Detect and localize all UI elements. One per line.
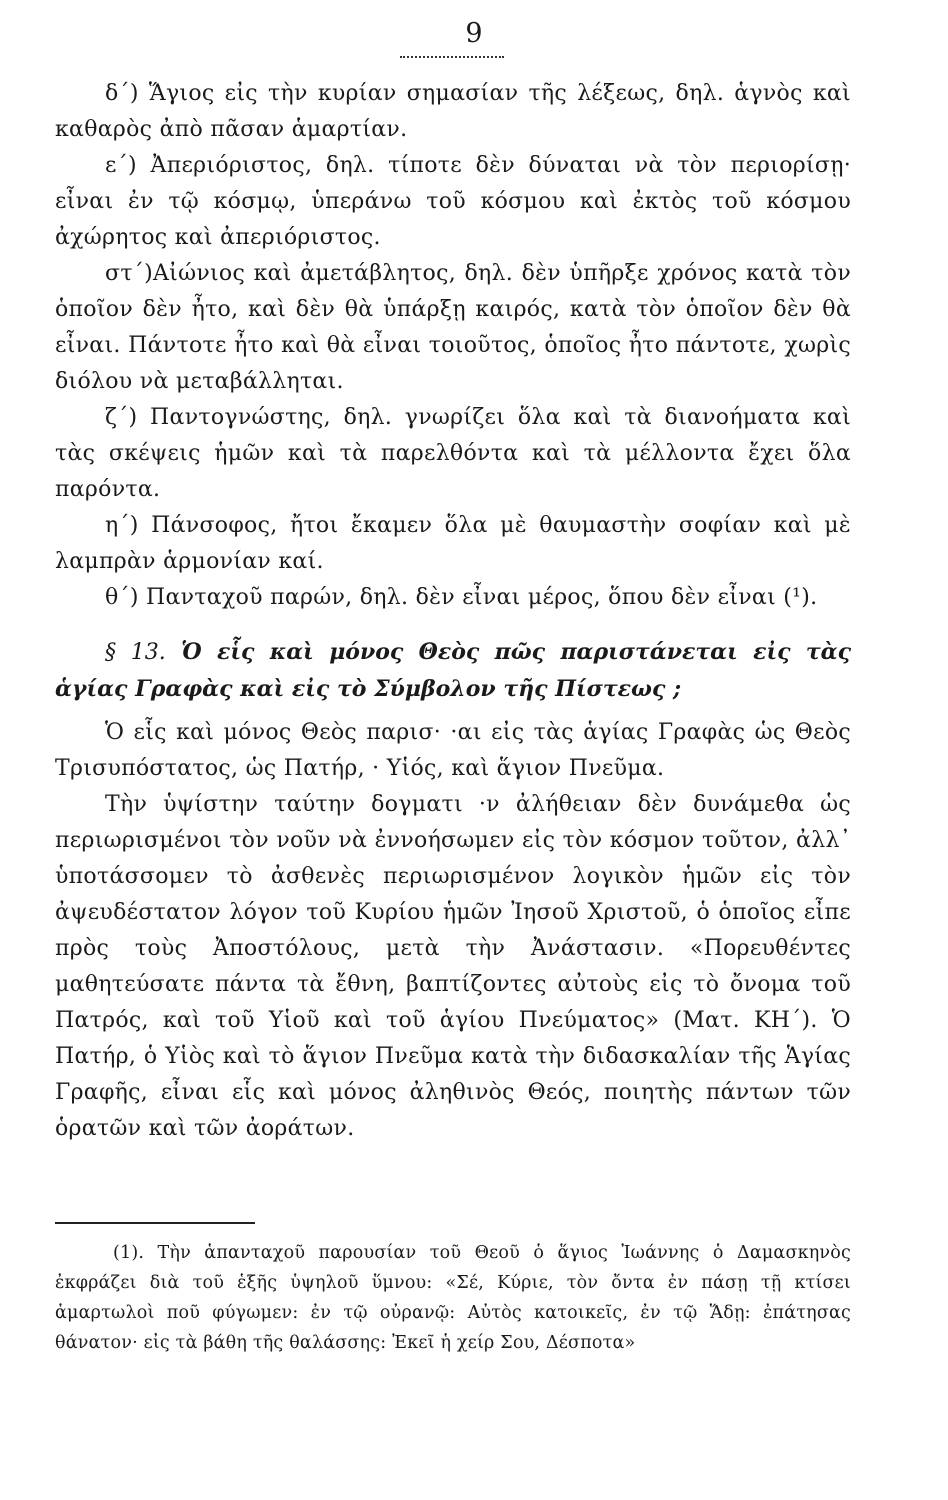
paragraph-stigma: στ΄)Αἰώνιος καὶ ἀμετάβλητος, δηλ. δὲν ὑπῆρξε χρόνος κατὰ τὸν ὁποῖον δὲν ἦτο, καὶ δὲν θὰ ὑπάρξῃ καιρός, κατὰ τὸν ὁποῖον δὲν θὰ εἶναι. Πάντοτε ἦτο καὶ θὰ εἶναι τοιοῦτος, ὁποῖος ἦτο πάντοτε, χωρὶς διόλου νὰ μεταβάλληται. — [55, 261, 851, 394]
footnotes — [55, 1238, 851, 1358]
spacer — [55, 707, 851, 715]
section-paragraph-2: Τὴν ὑψίστην ταύτην δογματι ·ν ἀλήθειαν δὲν δυνάμεθα ὡς περιωρισμένοι τὸν νοῦν νὰ ἐννοήσωμεν εἰς τὸν κόσμον τοῦτον, ἀλλ᾽ ὑποτάσσομεν τὸ ἀσθενὲς περιωρισμένον λογικὸν ἡμῶν εἰς τὸν ἀψευδέστατον λόγον τοῦ Κυρίου ἡμῶν Ἰησοῦ Χριστοῦ, ὁ ὁποῖος εἶπε πρὸς τοὺς Ἀποστόλους, μετὰ τὴν Ἀνάστασιν. «Πορευθέντες μαθητεύσατε πάντα τὰ ἔθνη, βαπτίζοντες αὐτοὺς εἰς τὸ ὄνομα τοῦ Πατρός, καὶ τοῦ Υἱοῦ καὶ τοῦ ἁγίου Πνεύματος» (Ματ. ΚΗ΄). Ὁ Πατήρ, ὁ Υἱὸς καὶ τὸ ἅγιον Πνεῦμα κατὰ τὴν διδασκαλίαν τῆς Ἁγίας Γραφῆς, εἶναι εἷς καὶ μόνος ἀληθινὸς Θεός, ποιητὴς πάντων τῶν ὁρατῶν καὶ τῶν ἀοράτων. — [55, 792, 851, 1141]
footnote-rule — [55, 1222, 255, 1224]
section-paragraph-1: Ὁ εἷς καὶ μόνος Θεὸς παρισ· ·αι εἰς τὰς ἁγίας Γραφὰς ὡς Θεὸς Τρισυπόστατος, ὡς Πατήρ, · Υἱός, καὶ ἅγιον Πνεῦμα. — [55, 720, 851, 781]
section-heading — [55, 634, 851, 707]
paragraph-zeta: ζ΄) Παντογνώστης, δηλ. γνωρίζει ὅλα καὶ τὰ διανοήματα καὶ τὰς σκέψεις ἡμῶν καὶ τὰ παρελθόντα καὶ τὰ μέλλοντα ἔχει ὅλα παρόντα. — [55, 405, 851, 502]
spacer — [55, 616, 851, 624]
paragraph-delta: δ΄) Ἅγιος εἰς τὴν κυρίαν σημασίαν τῆς λέξεως, δηλ. ἁγνὸς καὶ καθαρὸς ἀπὸ πᾶσαν ἁμαρτίαν. — [55, 81, 851, 142]
section-title: Ὁ εἷς καὶ μόνος Θεὸς πῶς παριστάνεται εἰς τὰς ἁγίας Γραφὰς καὶ εἰς τὸ Σύμβολον τῆς Πίστεως ; — [55, 639, 851, 702]
section-number: § 13. — [105, 640, 166, 665]
footnote-1: (1). Τὴν ἁπανταχοῦ παρουσίαν τοῦ Θεοῦ ὁ ἅγιος Ἰωάννης ὁ Δαμασκηνὸς ἐκφράζει διὰ τοῦ ἑξῆς ὑψηλοῦ ὕμνου: «Σέ, Κύριε, τὸν ὄντα ἐν πάσῃ τῇ κτίσει ἁμαρτωλοὶ ποῦ φύγωμεν: ἐν τῷ οὐρανῷ: Αὐτὸς κατοικεῖς, ἐν τῷ Ἅδῃ: ἐπάτησας θάνατον· εἰς τὰ βάθη τῆς θαλάσσης: Ἐκεῖ ἡ χείρ Σου, Δέσποτα» — [55, 1243, 851, 1353]
paragraph-eta: η΄) Πάνσοφος, ἤτοι ἔκαμεν ὅλα μὲ θαυμαστὴν σοφίαν καὶ μὲ λαμπρὰν ἁρμονίαν καί. — [55, 513, 851, 574]
paragraph-epsilon: ε΄) Ἀπεριόριστος, δηλ. τίποτε δὲν δύναται νὰ τὸν περιορίσῃ· εἶναι ἐν τῷ κόσμῳ, ὑπεράνω τοῦ κόσμου καὶ ἐκτὸς τοῦ κόσμου ἀχώρητος καὶ ἀπεριόριστος. — [55, 153, 851, 250]
paragraph-theta: θ΄) Πανταχοῦ παρών, δηλ. δὲν εἶναι μέρος, ὅπου δὲν εἶναι (¹). — [105, 585, 818, 610]
page-number: 9 — [465, 18, 483, 49]
header-rule — [400, 56, 504, 58]
main-text — [55, 76, 851, 1147]
